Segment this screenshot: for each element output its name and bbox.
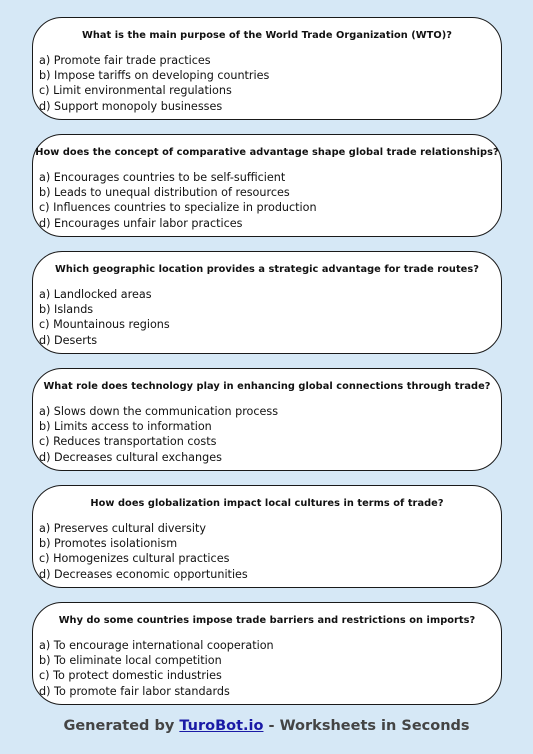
question-text: How does the concept of comparative advantage shape global trade relationships? — [35, 147, 499, 158]
option-b: b) Promotes isolationism — [39, 537, 178, 551]
option-list — [39, 53, 269, 114]
option-list — [39, 287, 170, 348]
option-c: c) To protect domestic industries — [39, 669, 222, 683]
question-card-3 — [32, 251, 502, 354]
option-a: a) Encourages countries to be self-sufficient — [39, 171, 286, 184]
option-d: d) Decreases economic opportunities — [39, 567, 248, 581]
option-b: b) Islands — [39, 303, 94, 317]
option-a: a) To encourage international cooperation — [39, 639, 274, 652]
option-c: c) Limit environmental regulations — [39, 84, 232, 98]
option-c: c) Reduces transportation costs — [39, 435, 217, 449]
option-a: a) Preserves cultural diversity — [39, 522, 206, 535]
option-c: c) Mountainous regions — [39, 318, 170, 332]
question-card-1 — [32, 17, 502, 120]
option-d: d) Encourages unfair labor practices — [39, 216, 243, 230]
turobot-link[interactable]: TuroBot.io — [179, 718, 264, 734]
option-c: c) Homogenizes cultural practices — [39, 552, 230, 566]
option-list — [39, 404, 278, 465]
option-a: a) Slows down the communication process — [39, 405, 279, 418]
option-list — [39, 521, 248, 582]
footer-suffix: - Worksheets in Seconds — [263, 718, 470, 734]
question-text: What is the main purpose of the World Trade Organization (WTO)? — [81, 30, 453, 41]
question-text: What role does technology play in enhancing global connections through trade? — [43, 381, 491, 392]
question-card-2 — [32, 134, 502, 237]
option-b: b) Limits access to information — [39, 420, 212, 434]
option-d: d) Support monopoly businesses — [39, 99, 223, 113]
option-b: b) To eliminate local competition — [39, 654, 222, 668]
option-a: a) Promote fair trade practices — [39, 54, 211, 67]
footer-prefix: Generated by — [63, 718, 180, 734]
option-d: d) Decreases cultural exchanges — [39, 450, 222, 464]
option-d: d) To promote fair labor standards — [39, 684, 230, 698]
question-text: Why do some countries impose trade barriers and restrictions on imports? — [58, 615, 476, 626]
option-list — [39, 170, 317, 231]
question-card-6 — [32, 602, 502, 705]
question-card-5 — [32, 485, 502, 588]
option-list — [39, 638, 274, 699]
question-card-4 — [32, 368, 502, 471]
option-d: d) Deserts — [39, 333, 98, 347]
option-b: b) Impose tariffs on developing countries — [39, 69, 270, 83]
footer — [0, 718, 533, 734]
option-a: a) Landlocked areas — [39, 288, 152, 301]
question-text: Which geographic location provides a strategic advantage for trade routes? — [55, 264, 479, 275]
option-b: b) Leads to unequal distribution of resources — [39, 186, 290, 200]
option-c: c) Influences countries to specialize in production — [39, 201, 317, 215]
question-text: How does globalization impact local cultures in terms of trade? — [90, 498, 444, 509]
